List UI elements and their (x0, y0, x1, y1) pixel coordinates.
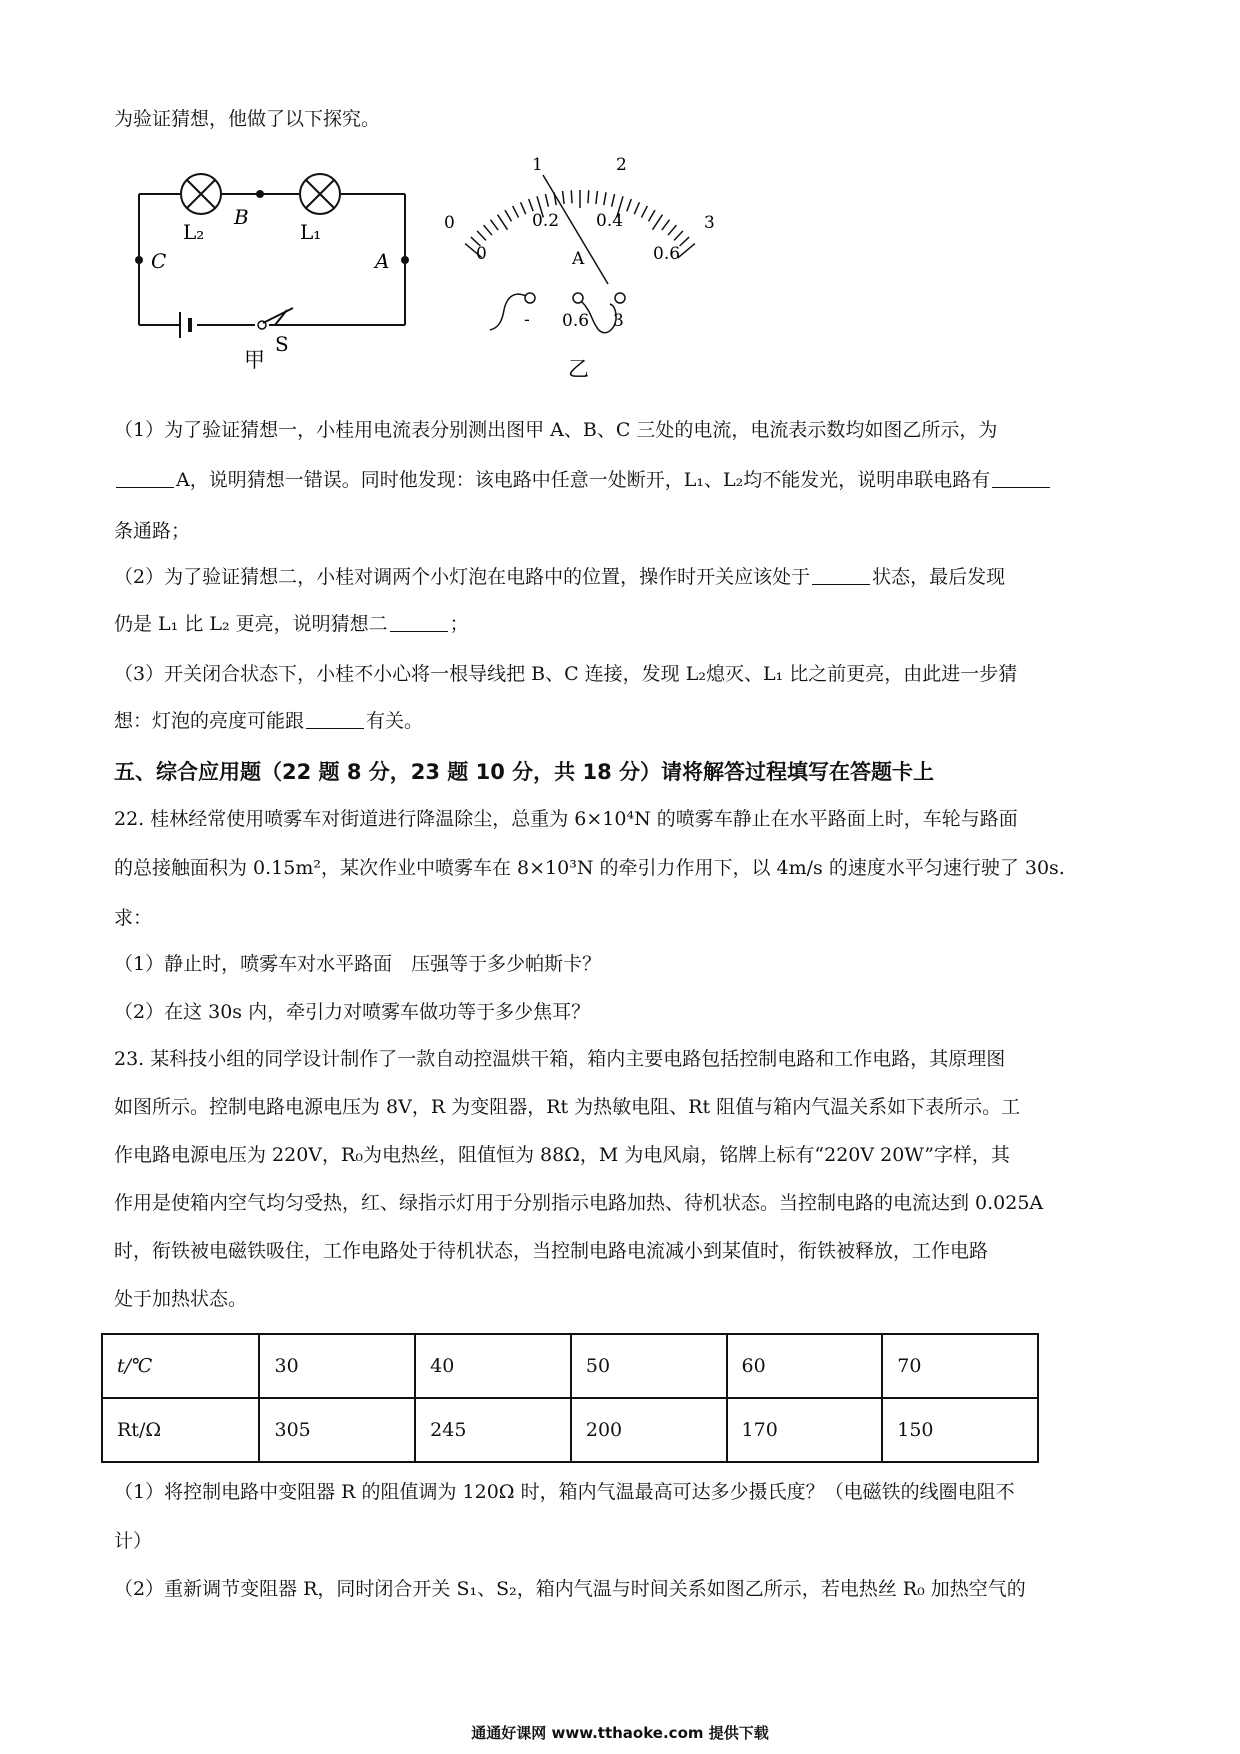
q21-part1-line3: 条通路； (114, 520, 191, 542)
temperature-resistance-table (101, 1333, 1039, 1463)
q23-line1: 23. 某科技小组的同学设计制作了一款自动控温烘干箱，箱内主要电路包括控制电路和工作电路，其原理图 (114, 1048, 1006, 1070)
scale-tick (653, 215, 663, 230)
q23-line3: 作电路电源电压为 220V，R₀为电热丝，阻值恒为 88Ω，M 为电风扇，铭牌上标有“220V 20W”字样，其 (114, 1144, 1010, 1166)
label-c: C (151, 249, 167, 273)
q23-line2: 如图所示。控制电路电源电压为 8V，R 为变阻器，Rt 为热敏电阻、Rt 阻值与箱内气温关系如下表所示。工 (114, 1096, 1021, 1118)
terminal-3: 3 (613, 311, 624, 331)
lamp-l1-icon (300, 174, 340, 214)
scale-tick (477, 231, 486, 240)
scale-tick (674, 231, 683, 240)
q21-part1-line1: （1）为了验证猜想一，小桂用电流表分别测出图甲 A、B、C 三处的电流，电流表示数均如图乙所示，为 (114, 419, 998, 441)
scale-tick (596, 191, 598, 204)
wire-left-icon (490, 294, 526, 330)
scale-tick (529, 199, 533, 211)
answer-blank-4[interactable] (390, 611, 448, 632)
label-s: S (275, 332, 289, 356)
table-cell: 60 (727, 1334, 883, 1398)
scale-tick (571, 190, 572, 203)
scale-tick (612, 194, 615, 207)
terminal-minus: - (524, 310, 530, 330)
scale-tick (521, 202, 526, 214)
bottom-scale-0: 0 (476, 244, 487, 264)
table-row-header-t: t/℃ (102, 1334, 259, 1398)
scale-tick (634, 202, 639, 214)
q21-part2-line1: （2）为了验证猜想二，小桂对调两个小灯泡在电路中的位置，操作时开关应该处于 状态，最后发现 (114, 566, 1006, 588)
top-scale-0: 0 (444, 213, 455, 233)
section-5-heading: 五、综合应用题（22 题 8 分，23 题 10 分，共 18 分）请将解答过程填写在答题卡上 (114, 760, 934, 784)
scale-tick (563, 191, 565, 204)
q22-sub2: （2）在这 30s 内，牵引力对喷雾车做功等于多少焦耳？ (114, 1001, 591, 1023)
ammeter-figure-yi (440, 150, 720, 385)
ammeter-unit: A (572, 249, 585, 269)
q23-sub1-line2: 计） (114, 1530, 153, 1552)
table-row-header-rt: Rt/Ω (102, 1398, 259, 1462)
q23-sub1-line1: （1）将控制电路中变阻器 R 的阻值调为 120Ω 时，箱内气温最高可达多少摄氏度？（电磁铁的线圈电阻不 (114, 1481, 1015, 1503)
q23-line6: 处于加热状态。 (114, 1288, 248, 1310)
q23-line4: 作用是使箱内空气均匀受热，红、绿指示灯用于分别指示电路加热、待机状态。当控制电路的电流达到 0.025A (114, 1192, 1044, 1214)
scale-tick (641, 206, 647, 218)
q21-part3-line1: （3）开关闭合状态下，小桂不小心将一根导线把 B、C 连接，发现 L₂熄灭、L₁ 比之前更亮，由此进一步猜 (114, 663, 1018, 685)
caption-jia: 甲 (244, 348, 265, 370)
table-cell: 50 (571, 1334, 727, 1398)
caption-yi: 乙 (568, 357, 589, 381)
table-cell: 40 (415, 1334, 571, 1398)
bottom-scale-1: 0.2 (532, 211, 560, 231)
label-l2: L₂ (183, 220, 205, 244)
scale-tick (627, 199, 631, 211)
top-scale-3: 3 (704, 213, 715, 233)
scale-tick (498, 215, 508, 230)
scale-tick (588, 190, 589, 203)
scale-tick (513, 206, 519, 218)
scale-tick (490, 220, 498, 230)
table-cell: 245 (415, 1398, 571, 1462)
circuit-diagram-jia (125, 160, 425, 370)
q21-part3-line2: 想：灯泡的亮度可能跟 有关。 (114, 710, 424, 732)
scale-tick (604, 192, 606, 205)
top-scale-2: 2 (616, 155, 627, 175)
table-cell: 200 (571, 1398, 727, 1462)
terminal-icons (525, 293, 625, 303)
terminal-06: 0.6 (562, 311, 590, 331)
q21-part2-line2: 仍是 L₁ 比 L₂ 更亮，说明猜想二 ； (114, 613, 469, 635)
label-l1: L₁ (300, 220, 322, 244)
top-scale-1: 1 (532, 155, 543, 175)
lamp-l2-icon (181, 174, 221, 214)
q22-stem-line3: 求： (114, 907, 153, 929)
answer-blank-1[interactable] (116, 467, 174, 488)
bottom-scale-3: 0.6 (653, 244, 681, 264)
bottom-scale-2: 0.4 (596, 211, 624, 231)
table-cell: 150 (882, 1398, 1038, 1462)
q23-line5: 时，衔铁被电磁铁吸住，工作电路处于待机状态，当控制电路电流减小到某值时，衔铁被释放，工作电路 (114, 1240, 989, 1262)
intro-text: 为验证猜想，他做了以下探究。 (114, 108, 381, 130)
scale-tick (545, 194, 548, 207)
scale-tick (662, 220, 670, 230)
scale-tick (484, 225, 492, 235)
label-a: A (375, 249, 390, 273)
table-cell: 30 (259, 1334, 415, 1398)
table-row (102, 1398, 1038, 1462)
q22-stem-line1: 22. 桂林经常使用喷雾车对街道进行降温除尘，总重为 6×10⁴N 的喷雾车静止在水平路面上时，车轮与路面 (114, 808, 1018, 830)
table-cell: 70 (882, 1334, 1038, 1398)
q22-sub1: （1）静止时，喷雾车对水平路面 压强等于多少帕斯卡？ (114, 953, 602, 975)
answer-blank-3[interactable] (812, 564, 870, 585)
q23-sub2-line1: （2）重新调节变阻器 R，同时闭合开关 S₁、S₂，箱内气温与时间关系如图乙所示，若电热丝 R₀ 加热空气的 (114, 1578, 1026, 1600)
scale-tick (680, 237, 689, 246)
scale-tick (505, 210, 512, 221)
table-row (102, 1334, 1038, 1398)
answer-blank-2[interactable] (992, 467, 1050, 488)
table-cell: 305 (259, 1398, 415, 1462)
q22-stem-line2: 的总接触面积为 0.15m²，某次作业中喷雾车在 8×10³N 的牵引力作用下，以 4m/s 的速度水平匀速行驶了 30s. (114, 857, 1065, 879)
q21-part1-line2: A，说明猜想一错误。同时他发现：该电路中任意一处断开，L₁、L₂均不能发光，说明串联电路有 (114, 464, 1134, 496)
page-footer: 通通好课网 www.tthaoke.com 提供下载 (471, 1724, 769, 1742)
table-cell: 170 (727, 1398, 883, 1462)
answer-blank-5[interactable] (306, 708, 364, 729)
scale-tick (649, 210, 656, 221)
scale-tick (668, 225, 676, 235)
battery-icon (180, 312, 190, 338)
label-b: B (234, 205, 249, 229)
